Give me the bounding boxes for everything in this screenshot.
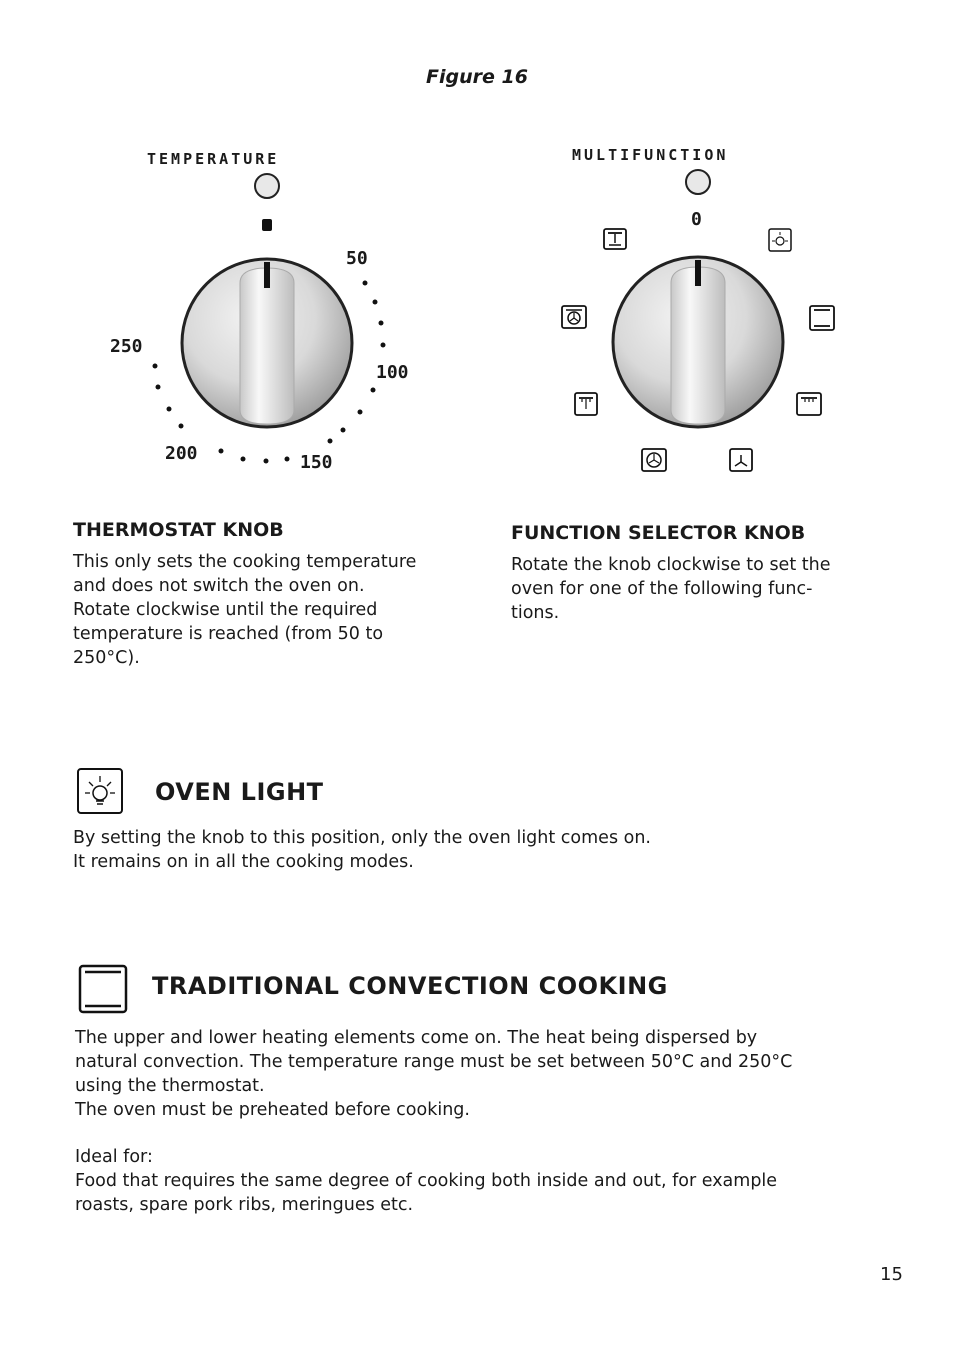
function-line: Rotate the knob clockwise to set the [511,555,831,575]
ideal-for-label: Ideal for: [75,1147,153,1167]
traditional-line: using the thermostat. [75,1076,265,1096]
function-line: oven for one of the following func- [511,579,813,599]
temp-label-250: 250 [110,336,143,357]
thermostat-heading: THERMOSTAT KNOB [73,519,284,541]
thermostat-line: Rotate clockwise until the required [73,600,378,620]
thermostat-line: 250°C). [73,648,140,668]
function-selector-description [511,553,891,625]
temp-label-150: 150 [300,452,333,473]
bottom-heat-icon [797,393,821,415]
traditional-convection-icon [810,306,834,330]
oven-light-description [73,826,873,874]
function-line: tions. [511,603,560,623]
temperature-dial-label: TEMPERATURE [147,150,280,168]
fan-circle-icon [562,306,586,328]
oven-light-icon [769,229,791,251]
grill-fan-icon [604,229,626,249]
page-number: 15 [880,1264,903,1285]
function-selector-heading: FUNCTION SELECTOR KNOB [511,522,806,544]
oven-light-line: It remains on in all the cooking modes. [73,852,414,872]
temp-label-50: 50 [346,248,368,269]
oven-light-icon [77,768,123,814]
fan-top-icon [575,393,597,415]
traditional-line: natural convection. The temperature range must be set between 50°C and 250°C [75,1052,793,1072]
ideal-line: roasts, spare pork ribs, meringues etc. [75,1195,414,1215]
temp-label-100: 100 [376,362,409,383]
oven-light-line: By setting the knob to this position, only the oven light comes on. [73,828,651,848]
traditional-line: The oven must be preheated before cooking. [75,1100,470,1120]
thermostat-line: This only sets the cooking temperature [73,552,417,572]
traditional-convection-heading: TRADITIONAL CONVECTION COOKING [152,972,668,1000]
multifunction-knob[interactable] [613,257,783,427]
thermostat-line: and does not switch the oven on. [73,576,365,596]
fan-bottom-icon [730,449,752,471]
temp-label-200: 200 [165,443,198,464]
thermostat-description [73,550,473,670]
traditional-line: The upper and lower heating elements come on. The heat being dispersed by [75,1028,758,1048]
traditional-description [75,1026,895,1122]
figure-title: Figure 16 [426,66,528,88]
thermostat-line: temperature is reached (from 50 to [73,624,384,644]
multifunction-indicator-lamp [686,170,710,194]
fan-oven-icon [642,449,666,471]
ideal-for-description [75,1169,895,1217]
multifunction-dial-label: MULTIFUNCTION [572,146,729,164]
ideal-line: Food that requires the same degree of cooking both inside and out, for example [75,1171,778,1191]
multifunction-dial-graphic [0,0,954,520]
multifunction-zero-label: 0 [691,209,702,230]
traditional-convection-icon [79,965,127,1013]
oven-light-heading: OVEN LIGHT [155,778,324,806]
